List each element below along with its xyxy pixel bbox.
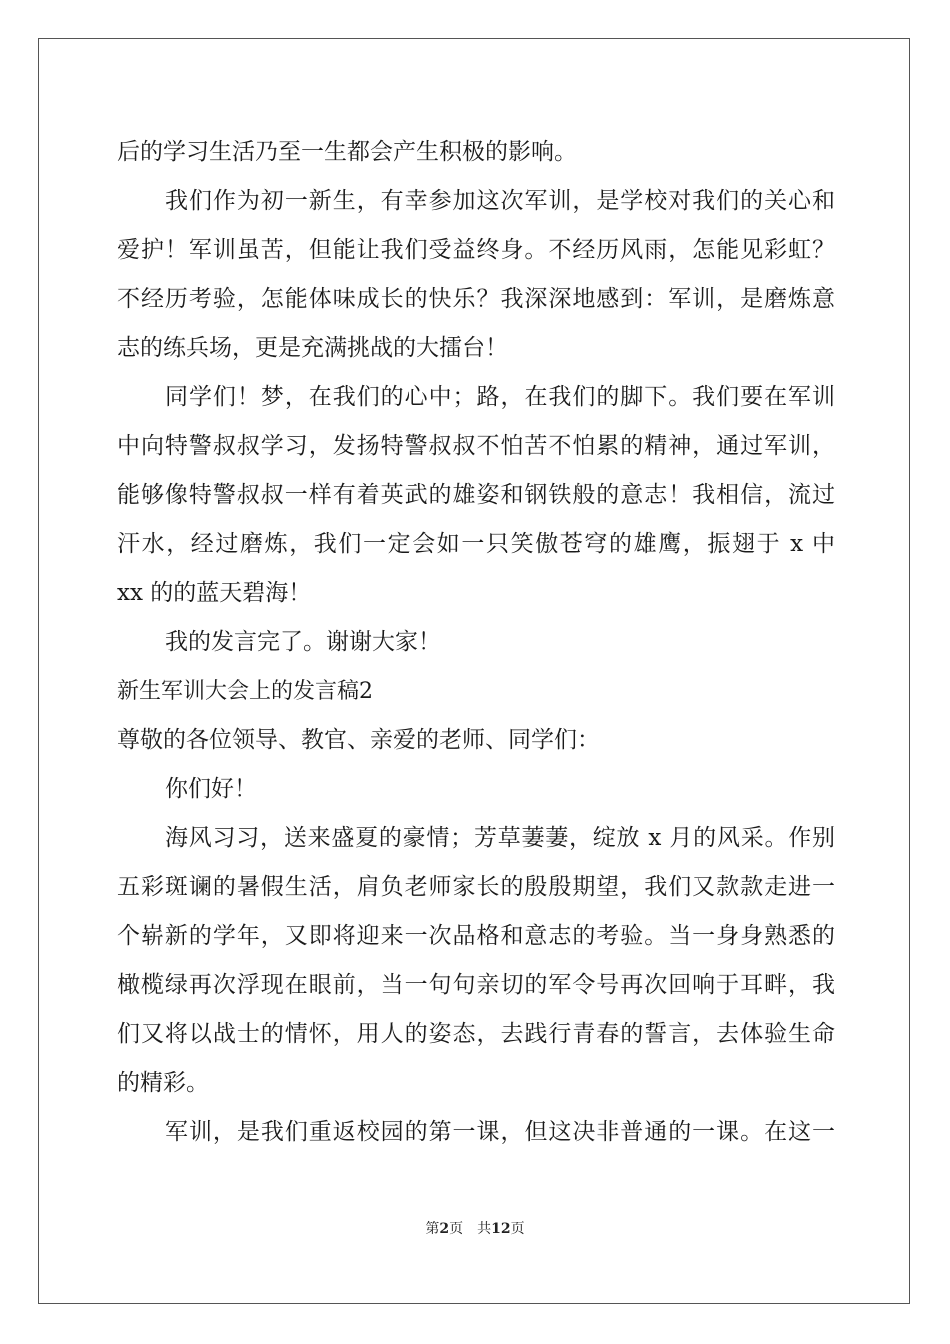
text-line: 爱护！军训虽苦，但能让我们受益终身。不经历风雨，怎能见彩虹？: [117, 237, 835, 263]
text-line: 的精彩。: [117, 1070, 209, 1096]
text-line: 个崭新的学年，又即将迎来一次品格和意志的考验。当一身身熟悉的: [117, 923, 835, 949]
text-line: xx 的的蓝天碧海！: [117, 580, 312, 606]
text-line: 军训，是我们重返校园的第一课，但这决非普通的一课。在这一: [165, 1119, 835, 1145]
text-line: 我们作为初一新生，有幸参加这次军训，是学校对我们的关心和: [165, 188, 835, 214]
text-line: 志的练兵场，更是充满挑战的大擂台！: [117, 335, 508, 361]
text-line: 中向特警叔叔学习，发扬特警叔叔不怕苦不怕累的精神，通过军训，: [117, 433, 835, 459]
text-line: 汗水，经过磨炼，我们一定会如一只笑傲苍穹的雄鹰，振翅于 x 中: [117, 531, 835, 557]
section-heading: 新生军训大会上的发言稿2: [117, 679, 373, 704]
text-line: 海风习习，送来盛夏的豪情；芳草萋萋，绽放 x 月的风采。作别: [165, 825, 835, 851]
text-line: 们又将以战士的情怀，用人的姿态，去践行青春的誓言，去体验生命: [117, 1021, 835, 1047]
page-suffix: 页: [449, 1221, 464, 1237]
greeting: 你们好！: [165, 776, 257, 802]
text-line: 后的学习生活乃至一生都会产生积极的影响。: [117, 139, 577, 165]
page-footer: [0, 1218, 950, 1238]
text-line: 不经历考验，怎能体味成长的快乐？我深深地感到：军训，是磨炼意: [117, 286, 835, 312]
total-pages: 12: [491, 1221, 511, 1237]
total-suffix: 页: [510, 1221, 525, 1237]
text-line: 我的发言完了。谢谢大家！: [165, 629, 441, 655]
total-prefix: 共: [477, 1221, 492, 1237]
text-line: 同学们！梦，在我们的心中；路，在我们的脚下。我们要在军训: [165, 384, 835, 410]
salutation: 尊敬的各位领导、教官、亲爱的老师、同学们：: [117, 727, 600, 753]
document-body: [117, 128, 835, 1157]
page-number: 2: [439, 1221, 450, 1237]
text-line: 五彩斑谰的暑假生活，肩负老师家长的殷殷期望，我们又款款走进一: [117, 874, 835, 900]
text-line: 能够像特警叔叔一样有着英武的雄姿和钢铁般的意志！我相信，流过: [117, 482, 835, 508]
page-prefix: 第: [425, 1221, 440, 1237]
text-line: 橄榄绿再次浮现在眼前，当一句句亲切的军令号再次回响于耳畔，我: [117, 972, 835, 998]
